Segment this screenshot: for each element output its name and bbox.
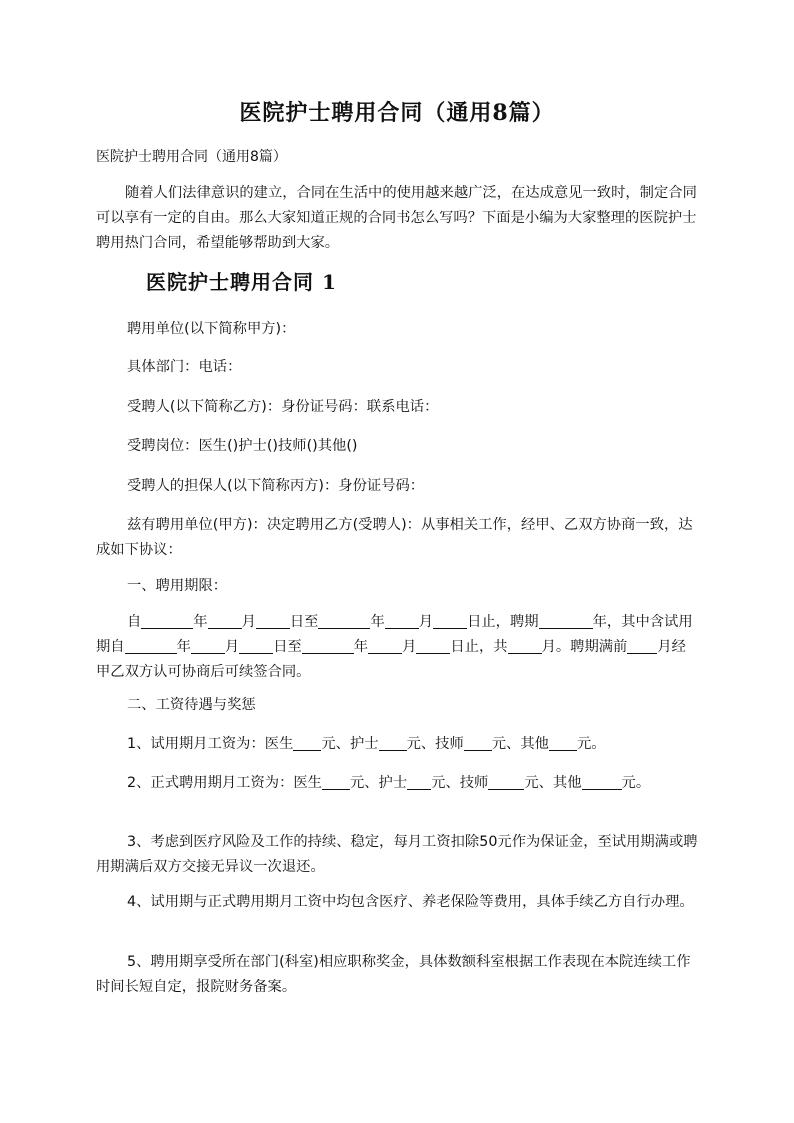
document-subtitle: 医院护士聘用合同（通用8篇） xyxy=(96,149,287,165)
blank-field[interactable] xyxy=(464,736,492,751)
blank-field[interactable] xyxy=(488,775,524,790)
blank-field[interactable] xyxy=(385,614,419,629)
blank-field[interactable] xyxy=(582,775,622,790)
blank-field[interactable] xyxy=(539,614,593,629)
employee-line: 受聘人(以下简称乙方)：身份证号码：联系电话： xyxy=(127,399,439,415)
intro-paragraph: 随着人们法律意识的建立，合同在生活中的使用越来越广泛，在达成意见一致时，制定合同可以享有一定的自由。那么大家知道正规的合同书怎么写吗？下面是小编为大家整理的医院护士聘用热门合同，希望能够帮助到大家。 xyxy=(96,185,697,251)
blank-field[interactable] xyxy=(293,736,321,751)
blank-field[interactable] xyxy=(627,639,657,654)
blank-field[interactable] xyxy=(318,614,370,629)
document-title: 医院护士聘用合同（通用8篇） xyxy=(239,100,555,126)
blank-field[interactable] xyxy=(433,614,467,629)
blank-field[interactable] xyxy=(125,639,177,654)
blank-field[interactable] xyxy=(379,736,407,751)
blank-field[interactable] xyxy=(416,639,450,654)
blank-field[interactable] xyxy=(368,639,402,654)
blank-field[interactable] xyxy=(191,639,225,654)
position-line: 受聘岗位：医生()护士()技师()其他() xyxy=(127,438,358,454)
blank-field[interactable] xyxy=(256,614,290,629)
term-paragraph: 自 年 月 日至 年 月 日止，聘期 年，其中含试用期自 年 月 日至 年 月 日止，共 月。聘期满前 月经甲乙双方认可协商后可续签合同。 xyxy=(96,614,693,680)
bonus-clause: 5、聘用期享受所在部门(科室)相应职称奖金，具体数额科室根据工作表现在本院连续工作时间长短自定，报院财务备案。 xyxy=(96,954,691,995)
section-heading: 医院护士聘用合同 1 xyxy=(146,270,337,294)
insurance-clause: 4、试用期与正式聘用期月工资中均包含医疗、养老保险等费用，具体手续乙方自行办理。 xyxy=(127,894,694,910)
blank-field[interactable] xyxy=(407,775,431,790)
employer-line: 聘用单位(以下简称甲方)： xyxy=(127,321,296,337)
term-heading: 一、聘用期限： xyxy=(127,578,228,594)
blank-field[interactable] xyxy=(549,736,577,751)
salary-formal-line: 2、正式聘用期月工资为：医生 元、护士 元、技师 元、其他 元。 xyxy=(127,775,651,791)
blank-field[interactable] xyxy=(322,775,350,790)
deposit-clause: 3、考虑到医疗风险及工作的持续、稳定，每月工资扣除50元作为保证金，至试用期满或聘用期满后双方交接无异议一次退还。 xyxy=(96,834,698,875)
agreement-intro: 兹有聘用单位(甲方)：决定聘用乙方(受聘人)：从事相关工作，经甲、乙双方协商一致，达成如下协议： xyxy=(96,517,693,558)
guarantor-line: 受聘人的担保人(以下简称丙方)：身份证号码： xyxy=(127,478,425,494)
salary-trial-line: 1、试用期月工资为：医生 元、护士 元、技师 元、其他 元。 xyxy=(127,736,606,752)
salary-heading: 二、工资待遇与奖惩 xyxy=(127,697,256,713)
blank-field[interactable] xyxy=(239,639,273,654)
blank-field[interactable] xyxy=(508,639,542,654)
blank-field[interactable] xyxy=(208,614,242,629)
blank-field[interactable] xyxy=(141,614,193,629)
blank-field[interactable] xyxy=(302,639,354,654)
department-line: 具体部门：电话： xyxy=(127,359,242,375)
